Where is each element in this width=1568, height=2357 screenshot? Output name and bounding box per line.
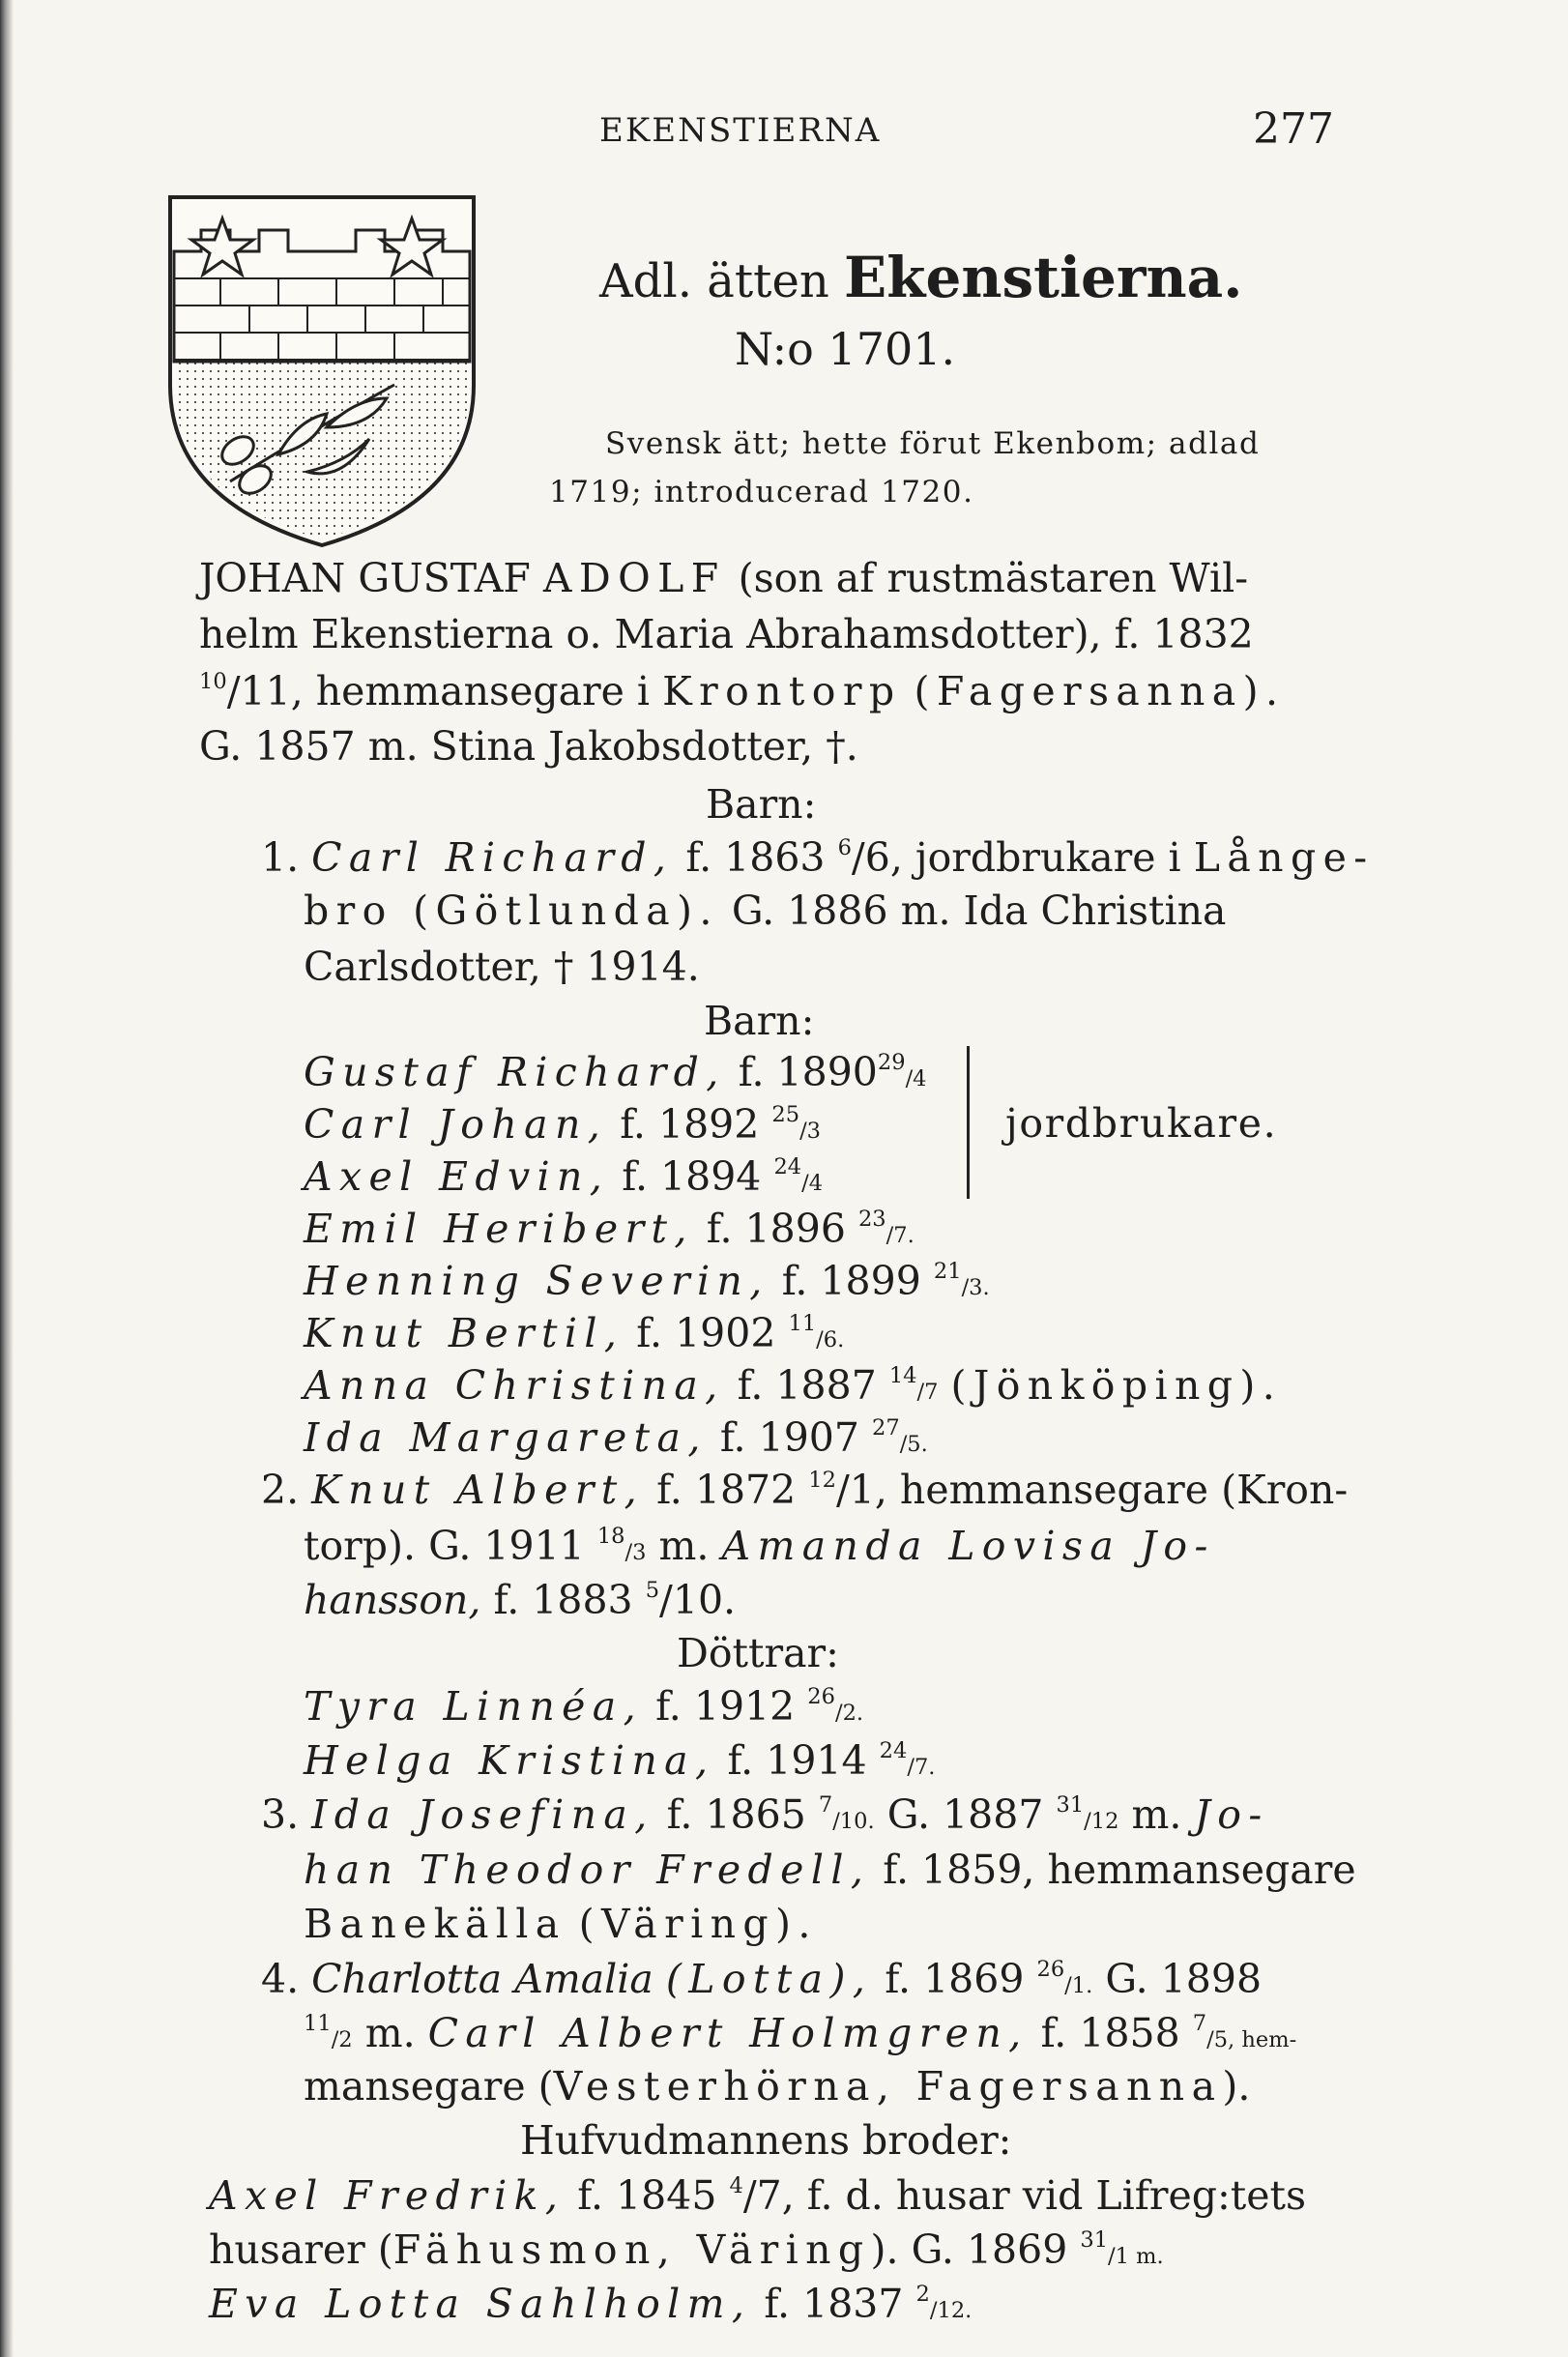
child-1-line1: 1. Carl Richard, f. 1863 $^6$/6, jordbrukare i Långe- bbox=[261, 833, 1375, 881]
entry-johan-line3: $^{10}$/11, hemmansegare i Krontorp (Fagersanna). bbox=[199, 667, 1286, 714]
child-2-line1: 2. Knut Albert, f. 1872 $^{12}$/1, hemmansegare (Kron- bbox=[261, 1466, 1349, 1513]
family-title: Adl. ätten Ekenstierna. bbox=[599, 245, 1243, 310]
child-3-line1: 3. Ida Josefina, f. 1865 $^7$/10. G. 1887 $^{31}$/12 m. Jo- bbox=[261, 1790, 1269, 1838]
grandchild-3: Axel Edvin, f. 1894 $^{24}$/4 bbox=[304, 1152, 824, 1200]
grandchild-5: Henning Severin, f. 1899 $^{21}$/3. bbox=[304, 1257, 990, 1304]
heading-dottrar: Döttrar: bbox=[677, 1630, 839, 1676]
heading-barn: Barn: bbox=[706, 781, 817, 828]
brace bbox=[967, 1046, 987, 1199]
grandchild-6: Knut Bertil, f. 1902 $^{11}$/6. bbox=[304, 1309, 845, 1356]
child-1-line2: bro (Götlunda). G. 1886 m. Ida Christina bbox=[304, 888, 1227, 934]
running-title: EKENSTIERNA bbox=[599, 111, 882, 150]
daughter-2: Helga Kristina, f. 1914 $^{24}$/7. bbox=[304, 1736, 936, 1784]
child-4-line1: 4. Charlotta Amalia (Lotta), f. 1869 $^{26}$/1. G. 1898 bbox=[261, 1955, 1263, 2002]
daughter-1: Tyra Linnéa, f. 1912 $^{26}$/2. bbox=[304, 1682, 864, 1730]
grandchild-7: Anna Christina, f. 1887 $^{14}$/7 (Jönköping). bbox=[304, 1361, 1283, 1409]
heading-brother: Hufvudmannens broder: bbox=[520, 2117, 1012, 2164]
grandchild-8: Ida Margareta, f. 1907 $^{27}$/5. bbox=[304, 1413, 928, 1461]
brother-line1: Axel Fredrik, f. 1845 $^4$/7, f. d. husar vid Lifreg:tets bbox=[209, 2171, 1307, 2219]
brother-line3: Eva Lotta Sahlholm, f. 1837 $^2$/12. bbox=[209, 2280, 973, 2327]
child-3-line3: Banekälla (Väring). bbox=[304, 1901, 818, 1947]
grandchild-1: Gustaf Richard, f. 1890$^{29}$/4 bbox=[304, 1048, 927, 1095]
family-number: N:o 1701. bbox=[735, 323, 956, 375]
entry-johan-line1: JOHAN GUSTAF ADOLF (son af rustmästaren Wil- bbox=[199, 555, 1249, 601]
child-4-line2: $^{11}$/2 m. Carl Albert Holmgren, f. 1858 $^7$/5, hem- bbox=[304, 2009, 1297, 2056]
brother-line2: husarer (Fähusmon, Väring). G. 1869 $^{31}$/1 m. bbox=[209, 2226, 1164, 2273]
entry-johan-line4: G. 1857 m. Stina Jakobsdotter, †. bbox=[199, 723, 858, 770]
grandchild-4: Emil Heribert, f. 1896 $^{23}$/7. bbox=[304, 1205, 915, 1252]
child-1-line3: Carlsdotter, † 1914. bbox=[304, 944, 700, 990]
page-number: 277 bbox=[1253, 104, 1334, 154]
coat-of-arms-icon bbox=[162, 191, 481, 551]
heading-barn-2: Barn: bbox=[704, 998, 815, 1044]
entry-johan-line2: helm Ekenstierna o. Maria Abrahamsdotter), f. 1832 bbox=[199, 611, 1254, 657]
page-edge-shadow bbox=[0, 0, 14, 2357]
child-3-line2: han Theodor Fredell, f. 1859, hemmansegare bbox=[304, 1847, 1356, 1893]
child-2-line3: hansson, f. 1883 $^5$/10. bbox=[304, 1576, 737, 1623]
family-desc-2: 1719; introducerad 1720. bbox=[549, 475, 974, 509]
grandchild-2: Carl Johan, f. 1892 $^{25}$/3 bbox=[304, 1100, 822, 1148]
family-desc-1: Svensk ätt; hette förut Ekenbom; adlad bbox=[605, 426, 1261, 461]
jordbrukare-label: jordbrukare. bbox=[1005, 1100, 1278, 1147]
child-2-line2: torp). G. 1911 $^{18}$/3 m. Amanda Lovisa Jo- bbox=[304, 1522, 1215, 1569]
child-4-line3: mansegare (Vesterhörna, Fagersanna). bbox=[304, 2063, 1251, 2110]
